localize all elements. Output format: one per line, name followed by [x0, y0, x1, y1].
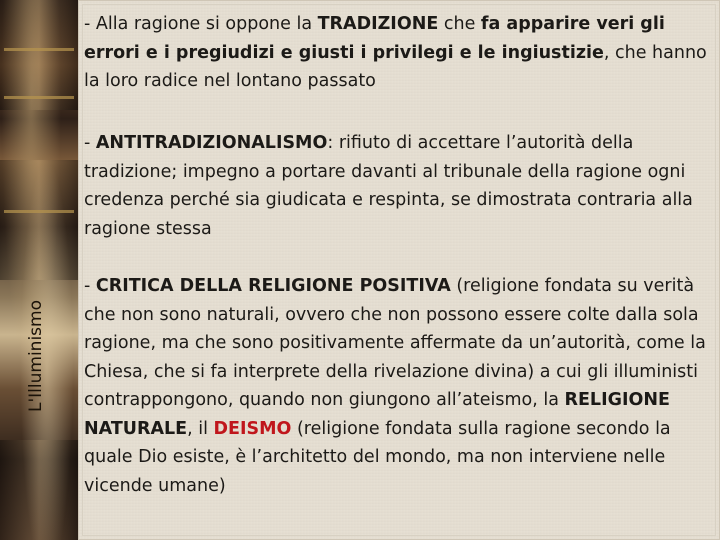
gold-band — [4, 210, 74, 213]
book-spine — [0, 160, 78, 280]
bold-text: RELIGIONE NATURALE — [84, 390, 670, 439]
paragraph-antitradizionalismo — [84, 129, 710, 243]
highlight-text: DEISMO — [213, 418, 292, 439]
paragraph-tradizione — [84, 10, 710, 96]
bold-text: TRADIZIONE — [317, 14, 439, 34]
text: , che hanno la loro radice nel lontano passato — [84, 42, 707, 91]
text: - — [84, 276, 96, 296]
text: - — [84, 133, 96, 153]
text: (religione fondata sulla ragione secondo la quale Dio esiste, è l’architetto del mondo, ma non interviene nelle vicende umane) — [84, 418, 671, 496]
text: che — [438, 14, 481, 34]
bold-text: CRITICA DELLA RELIGIONE POSITIVA — [95, 276, 451, 296]
side-title: L'Illuminismo — [26, 300, 46, 412]
content-panel — [78, 0, 720, 540]
bold-text: ANTITRADIZIONALISMO — [95, 133, 328, 153]
text: (religione fondata su verità che non sono naturali, ovvero che non possono essere colte dalla sola ragione, ma che sono positivamente affermate da un’autorità, come la Chiesa, che si fa interprete della rivelazione divina) a cui gli illuministi contrappongono, quando non giungono all’ateismo, la — [84, 276, 706, 410]
gold-band — [4, 48, 74, 51]
text: , il — [187, 418, 214, 439]
gold-band — [4, 96, 74, 99]
text: - Alla ragione si oppone la — [84, 14, 318, 34]
bold-text: fa apparire veri gli errori e i pregiudizi e giusti i privilegi e le ingiustizie — [84, 14, 665, 63]
paragraph-critica-religione — [84, 272, 710, 500]
books-background-image — [0, 0, 78, 540]
text: : rifiuto di accettare l’autorità della tradizione; impegno a portare davanti al tribunale della ragione ogni credenza perché sia giudicata e respinta, se dimostrata contraria alla ragione stessa — [84, 133, 693, 239]
book-spine — [0, 0, 78, 110]
